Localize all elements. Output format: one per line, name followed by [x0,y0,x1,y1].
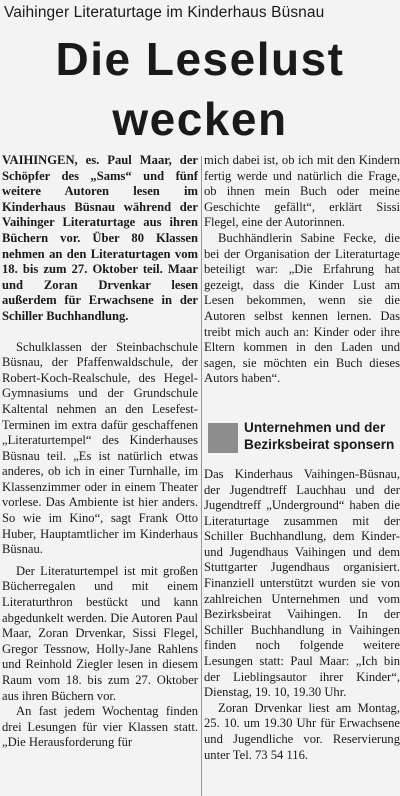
column-rule [201,156,202,796]
body-paragraph-5: Buchhändlerin Sabine Fecke, die bei der Organisation der Literaturtage beteiligt war: „Die Erfahrung hat gezeigt, dass die Kinder Lust am Lesen bekommen, wenn sie die Autoren selbst kennen lernen. Das treibt mich auch an: Kinder oder ihre Eltern kommen in den Laden und sagen, sie möchten ein Buch dieses Autors haben“. [204,230,400,386]
body-paragraph-7: Zoran Drvenkar liest am Montag, 25. 10. um 19.30 Uhr für Erwachsene und Jugendliche vor. Reservierung unter Tel. 73 54 116. [204,700,400,762]
paragraph-gap [2,325,198,340]
body-paragraph-2: Der Literaturtempel ist mit großen Bücherregalen und mit einem Literaturthron bestückt und kann abgedunkelt werden. Die Autoren Paul Maar, Zoran Drvenkar, Sissi Flegel, Gregor Tessnow, Holly-Jane Rahlens und Reinhold Ziegler lesen in diesem Raum vom 18. bis zum 27. Oktober aus ihren Büchern vor. [2,563,198,703]
lead-paragraph: VAIHINGEN, es. Paul Maar, der Schöpfer des „Sams“ und fünf weitere Autoren lesen im Kinderhaus Büsnau während der Vaihinger Literaturtage aus ihren Büchern vor. Über 80 Klassen nehmen an den Literaturtagen vom 18. bis zum 27. Oktober teil. Maar und Zoran Drvenkar lesen außerdem für Erwachsene in der Schiller Buchhandlung. [2,153,198,323]
subheading: Unternehmen und der Bezirksbeirat sponsern [244,419,395,452]
column-left [2,153,198,751]
headline-line-2: wecken [112,93,288,145]
kicker: Vaihinger Literaturtage im Kinderhaus Büsnau [4,4,325,21]
column-right [204,153,400,763]
subheading-block [204,415,400,459]
body-paragraph-4: mich dabei ist, ob ich mit den Kindern fertig werde und natürlich die Frage, ob ihnen mein Buch oder meine Geschichte gefällt“, erklärt Sissi Flegel, eine der Autorinnen. [204,153,400,230]
body-paragraph-6: Das Kinderhaus Vaihingen-Büsnau, der Jugendtreff Lauchhau und der Jugendtreff „Underground“ haben die Literaturtage zusammen mit der Schiller Buchhandlung, dem Kinder- und Jugendhaus Vaihingen und dem Stuttgarter Jugendhaus organisiert. Finanziell unterstützt wurden sie von zahlreichen Unternehmen und vom Bezirksbeirat Vaihingen. In der Schiller Buchhandlung in Vaihingen finden noch folgende weitere Lesungen statt: Paul Maar: „Ich bin der Lieblingsautor ihrer Kinder“, Dienstag, 19. 10, 19.30 Uhr. [204,466,400,700]
headline-line-1: Die Leselust [55,33,345,85]
gray-square-icon [208,423,238,453]
body-paragraph-3: An fast jedem Wochentag finden drei Lesungen für vier Klassen statt. „Die Herausforderung für [2,704,198,750]
body-paragraph-1: Schulklassen der Steinbachschule Büsnau, der Pfaffenwaldschule, der Robert-Koch-Realschule, des Hegel-Gymnasiums und der Grundschule Kaltental nehmen an den Lesefest-Terminen im extra dafür geschaffenen „Literaturtempel“ des Kinderhauses Büsnau teil. „Es ist natürlich etwas anderes, ob ich in einer Turnhalle, im Klassenzimmer oder in einem Theater vorlese. Das Ambiente ist hier anders. So wie im Kino“, sagt Frank Otto Huber, Hauptamtlicher im Kinderhaus Büsnau. [2,339,198,557]
